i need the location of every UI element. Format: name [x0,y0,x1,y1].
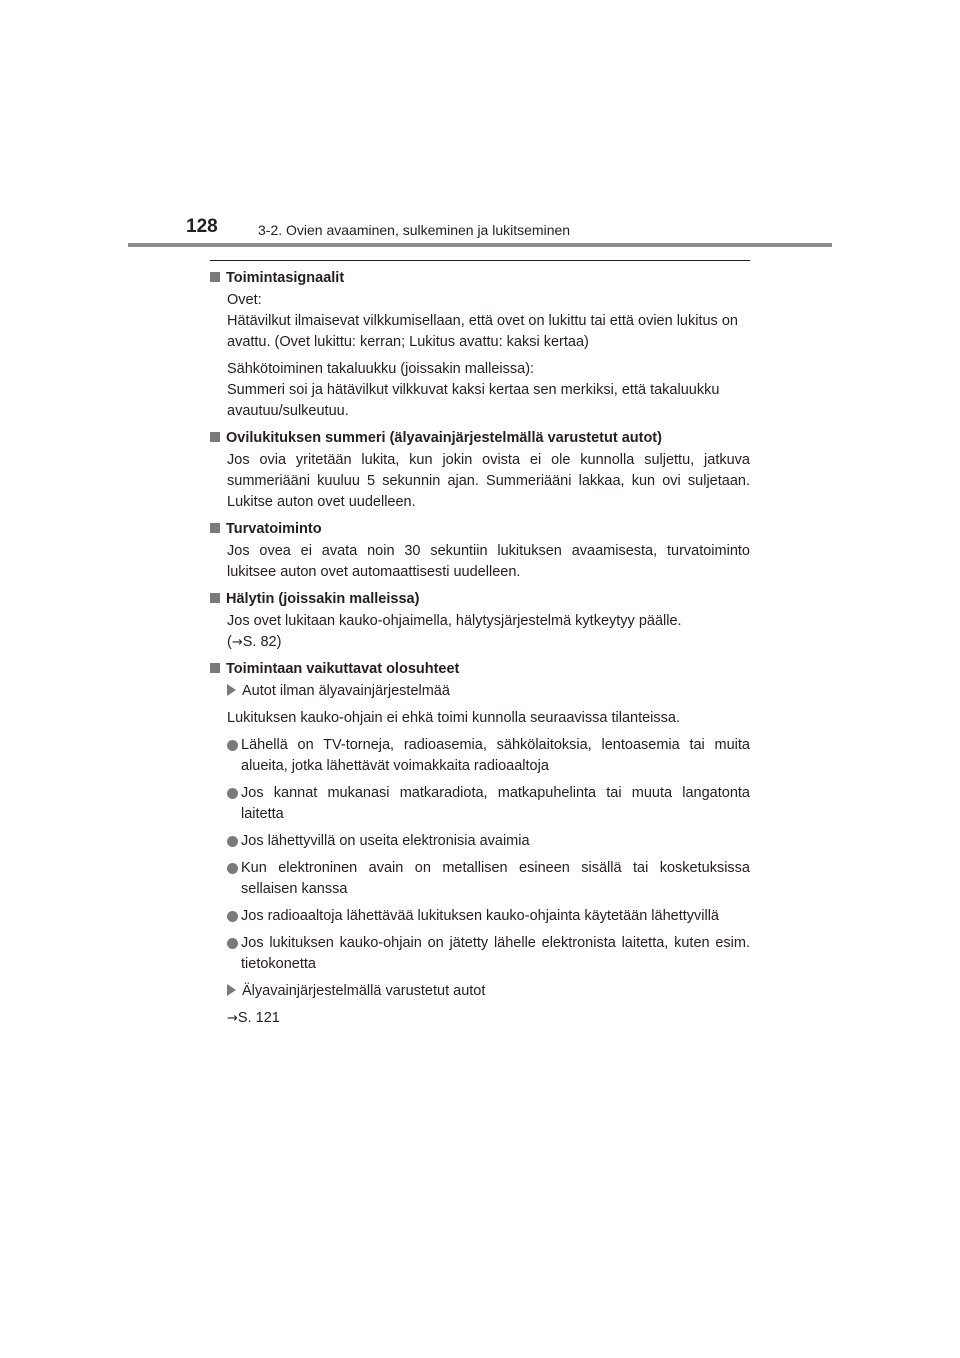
round-bullet-icon [227,938,238,949]
page-reference: (→S. 82) [227,634,282,650]
square-bullet-icon [210,432,220,442]
tailgate-text: Summeri soi ja hätävilkut vilkkuvat kaksi kertaa sen merkiksi, että takaluukku avautuu/sulkeutuu. [227,382,720,419]
list-item-text: Jos radioaaltoja lähettävää lukituksen kauko-ohjainta käytetään lähettyvillä [241,908,719,924]
section-toimintasignaalit [210,268,750,422]
list-item [227,858,750,900]
section-heading-text: Toimintaan vaikuttavat olosuhteet [226,661,460,677]
triangle-bullet-icon [227,984,236,996]
list-item-text: Jos lukituksen kauko-ohjain on jätetty lähelle elektronista laitetta, kuten esim. tietokonetta [241,935,750,972]
section-toimintaan-vaikuttavat-olosuhteet [210,659,750,1029]
paragraph-text: Jos ovet lukitaan kauko-ohjaimella, hälytysjärjestelmä kytkeytyy päälle. [227,613,682,629]
paragraph: Jos ovia yritetään lukita, kun jokin ovista ei ole kunnolla suljettu, jatkuva summeriääni kuuluu 5 sekunnin ajan. Summeriääni lakkaa, kun ovi suljetaan. Lukitse auton ovet uudelleen. [227,452,750,510]
paragraph: Jos ovea ei avata noin 30 sekuntiin lukituksen avaamisesta, turvatoiminto lukitsee auton ovet automaattisesti uudelleen. [227,543,750,580]
section-halytin [210,589,750,653]
reference-arrow-icon: → [227,1011,238,1026]
section-heading [210,589,750,610]
section-heading [210,268,750,289]
subheading-text: Älyavainjärjestelmällä varustetut autot [242,983,486,999]
section-heading [210,519,750,540]
manual-content [210,268,750,1035]
square-bullet-icon [210,593,220,603]
reference-text: S. 82 [242,634,277,650]
section-heading-text: Ovilukituksen summeri (älyavainjärjestelmällä varustetut autot) [226,430,662,446]
square-bullet-icon [210,272,220,282]
doors-text: Hätävilkut ilmaisevat vilkkumisellaan, että ovet on lukittu tai että ovien lukitus on avattu. (Ovet lukittu: kerran; Lukitus avattu: kaksi kertaa) [227,313,738,350]
paragraph: Lukituksen kauko-ohjain ei ehkä toimi kunnolla seuraavissa tilanteissa. [227,710,680,726]
reference-text: S. 121 [237,1010,280,1026]
paragraph [227,290,750,353]
chapter-section-title: 3-2. Ovien avaaminen, sulkeminen ja lukitseminen [258,222,571,238]
section-heading-text: Toimintasignaalit [226,270,345,286]
round-bullet-icon [227,788,238,799]
reference-arrow-icon: → [231,635,243,650]
list-item [227,906,750,927]
round-bullet-icon [227,911,238,922]
round-bullet-icon [227,740,238,751]
section-ovilukituksen-summeri [210,428,750,513]
list-item-text: Lähellä on TV-torneja, radioasemia, sähkölaitoksia, lentoasemia tai muita alueita, jotka lähettävät voimakkaita radioaaltoja [241,737,750,774]
round-bullet-icon [227,863,238,874]
list-item-text: Jos kannat mukanasi matkaradiota, matkapuhelinta tai muuta langatonta laitetta [241,785,750,822]
section-heading [210,428,750,449]
subheading-text: Autot ilman älyavainjärjestelmää [242,683,450,699]
paragraph [227,359,750,422]
tailgate-label: Sähkötoiminen takaluukku (joissakin malleissa): [227,361,535,377]
square-bullet-icon [210,523,220,533]
list-item-text: Jos lähettyvillä on useita elektronisia avaimia [241,833,530,849]
section-turvatoiminto [210,519,750,583]
round-bullet-icon [227,836,238,847]
list-item [227,831,750,852]
subheading [227,681,750,702]
list-item [227,783,750,825]
list-item [227,933,750,975]
page-reference [227,1008,750,1029]
subheading [227,981,750,1002]
triangle-bullet-icon [227,684,236,696]
content-rule [210,260,750,261]
section-heading-text: Turvatoiminto [226,521,322,537]
section-heading [210,659,750,680]
paragraph [227,611,750,653]
list-item [227,735,750,777]
doors-label: Ovet: [227,292,262,308]
square-bullet-icon [210,663,220,673]
page-number: 128 [186,216,218,237]
section-heading-text: Hälytin (joissakin malleissa) [226,591,420,607]
header-rule [128,243,832,247]
list-item-text: Kun elektroninen avain on metallisen esineen sisällä tai kosketuksissa sellaisen kanssa [241,860,750,897]
